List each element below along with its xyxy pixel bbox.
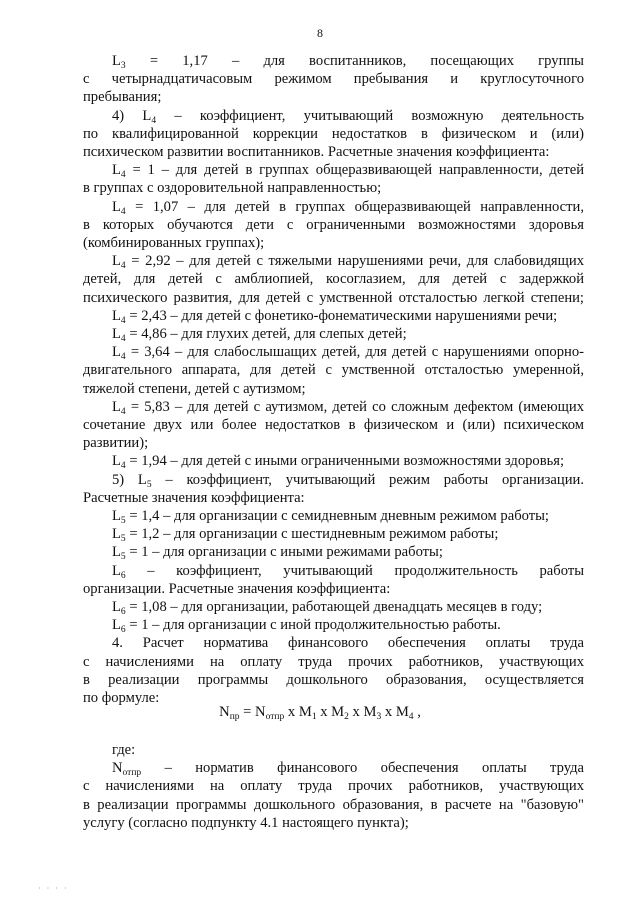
text-run: где: xyxy=(112,742,136,758)
subscript: 4 xyxy=(120,352,126,363)
text-line xyxy=(83,653,584,671)
text-line xyxy=(83,179,584,197)
text-line xyxy=(112,616,584,634)
text-run: x M xyxy=(381,704,409,720)
text-run: = 1 – для детей в группах общеразвивающей направленности, детей xyxy=(125,162,584,179)
text-run: L xyxy=(112,617,121,634)
text-run: 4) L xyxy=(112,107,152,124)
text-line xyxy=(83,234,584,252)
subscript: 4 xyxy=(120,406,126,417)
subscript: 4 xyxy=(120,315,126,326)
text-run: психическом развитии воспитанников. Расчетные значения коэффициента: xyxy=(83,144,550,160)
text-run: x M xyxy=(348,704,377,720)
text-run: = 3,64 – для слабослышащих детей, для детей с нарушениями опорно- xyxy=(125,344,584,361)
text-run: = 1,08 – для организации, работающей двенадцать месяцев в году; xyxy=(125,599,543,615)
text-run: в реализации программы дошкольного образования, в расчете на "базовую" xyxy=(83,796,584,813)
text-run: – норматив финансового обеспечения оплаты труда xyxy=(141,760,584,777)
text-run: L xyxy=(112,508,121,524)
text-run: = 2,43 – для детей с фонетико-фонематическими нарушениями речи; xyxy=(125,307,558,324)
text-line xyxy=(83,216,584,234)
text-line xyxy=(112,471,584,489)
subscript: 6 xyxy=(120,625,126,636)
text-run: = 1,2 – для организации с шестидневным режимом работы; xyxy=(125,526,499,543)
text-run: = 2,92 – для детей с тяжелыми нарушениями речи, для слабовидящих xyxy=(125,253,584,270)
subscript: 4 xyxy=(120,261,126,272)
text-run: = 1 – для организации с иными режимами работы; xyxy=(125,544,443,561)
explanation-line xyxy=(83,777,584,795)
formula-npr xyxy=(0,703,640,721)
text-run: тяжелой степени, детей с аутизмом; xyxy=(83,380,306,397)
subscript: отпр xyxy=(122,768,142,779)
text-line xyxy=(83,143,584,161)
scan-marks: · · · · xyxy=(38,884,69,893)
text-run: в группах с оздоровительной направленностью; xyxy=(83,180,382,197)
text-run: L xyxy=(112,326,121,342)
text-run: Расчетные значения коэффициента: xyxy=(83,489,305,506)
text-run: по формуле: xyxy=(83,690,160,706)
text-run: (комбинированных группах); xyxy=(83,235,265,251)
explanation-line xyxy=(83,796,584,814)
text-run: в которых обучаются дети с ограниченными возможностями здоровья xyxy=(83,216,584,233)
text-line xyxy=(83,580,584,598)
subscript: 4 xyxy=(120,334,126,344)
explanation-line xyxy=(112,759,584,777)
subscript: 5 xyxy=(146,479,152,490)
text-line xyxy=(112,634,584,652)
text-line xyxy=(83,88,584,106)
text-run: L xyxy=(112,526,121,543)
text-run: психического развития, для детей с умственной отсталостью легкой степени; xyxy=(83,289,584,306)
text-run: L xyxy=(112,453,121,470)
text-line xyxy=(112,307,584,325)
page-number: 8 xyxy=(317,26,323,40)
text-line xyxy=(112,452,584,470)
subscript: 3 xyxy=(376,712,382,722)
text-line xyxy=(83,70,584,88)
text-run: сочетание двух или более недостатков в физическом и (или) психическом xyxy=(83,417,584,433)
text-run: услугу (согласно подпункту 4.1 настоящего пункта); xyxy=(83,814,409,831)
subscript: 6 xyxy=(120,607,126,617)
text-run: = 1,94 – для детей с иными ограниченными возможностями здоровья; xyxy=(125,453,565,470)
subscript: 6 xyxy=(120,570,126,581)
text-run: = N xyxy=(239,704,266,720)
text-run: L xyxy=(112,544,121,561)
text-run: L xyxy=(112,53,121,69)
text-run: = 1,17 – для воспитанников, посещающих группы xyxy=(125,53,584,69)
text-line xyxy=(112,343,584,361)
text-line xyxy=(83,489,584,507)
text-run: двигательного аппарата, для детей с умственной отсталостью умеренной, xyxy=(83,362,584,379)
text-line xyxy=(112,52,584,70)
text-line xyxy=(83,434,584,452)
text-line xyxy=(112,543,584,561)
text-run: x M xyxy=(316,704,345,720)
subscript: отпр xyxy=(265,712,285,722)
subscript: 4 xyxy=(120,206,126,217)
text-run: 4. Расчет норматива финансового обеспечения оплаты труда xyxy=(112,635,584,652)
text-line xyxy=(83,416,584,434)
subscript: 5 xyxy=(120,552,126,563)
text-run: пребывания; xyxy=(83,89,162,106)
text-line xyxy=(112,198,584,216)
text-run: = 4,86 – для глухих детей, для слепых детей; xyxy=(125,326,407,342)
text-run: N xyxy=(112,760,123,777)
text-run: детей, для детей с амблиопией, косоглазием, для детей с задержкой xyxy=(83,271,584,288)
subscript: 3 xyxy=(120,61,126,71)
text-run: = 1,4 – для организации с семидневным дневным режимом работы; xyxy=(125,508,549,524)
subscript: 4 xyxy=(120,170,126,181)
text-line xyxy=(112,598,584,616)
explanation-line xyxy=(83,814,584,832)
text-run: , xyxy=(413,704,421,720)
text-run: L xyxy=(112,398,121,415)
text-run: с четырнадцатичасовым режимом пребывания и круглосуточного xyxy=(83,71,584,88)
text-run: в реализации программы дошкольного образования, осуществляется xyxy=(83,671,584,688)
text-line xyxy=(112,507,584,525)
text-run: с начислениями на оплату труда прочих работников, участвующих xyxy=(83,778,584,795)
subscript: 4 xyxy=(408,712,414,722)
subscript: 4 xyxy=(120,461,126,472)
text-run: – коэффициент, учитывающий продолжительность работы xyxy=(125,562,584,579)
subscript: 1 xyxy=(311,712,317,722)
text-line xyxy=(112,562,584,580)
subscript: 4 xyxy=(151,115,157,126)
text-run: = 1 – для организации с иной продолжительностью работы. xyxy=(125,617,501,634)
text-line xyxy=(112,325,584,343)
text-line xyxy=(83,361,584,379)
subscript: 5 xyxy=(120,534,126,545)
text-line xyxy=(83,270,584,288)
text-line xyxy=(112,161,584,179)
subscript: 2 xyxy=(344,712,349,722)
text-run: N xyxy=(219,704,230,720)
text-run: L xyxy=(112,344,121,361)
text-run: организации. Расчетные значения коэффициента: xyxy=(83,580,391,597)
text-run: с начислениями на оплату труда прочих работников, участвующих xyxy=(83,653,584,670)
text-line xyxy=(112,398,584,416)
text-run: L xyxy=(112,253,121,270)
text-run: L xyxy=(112,599,121,615)
text-line xyxy=(83,380,584,398)
text-run: L xyxy=(112,162,121,179)
text-run: = 1,07 – для детей в группах общеразвивающей направленности, xyxy=(125,198,584,215)
explanation-line xyxy=(112,741,584,759)
text-run: L xyxy=(112,198,121,215)
text-run: L xyxy=(112,307,121,324)
text-line xyxy=(112,525,584,543)
subscript: пр xyxy=(229,712,240,722)
text-run: по квалифицированной коррекции недостатков в физическом и (или) xyxy=(83,125,584,142)
text-run: x M xyxy=(284,704,312,720)
text-line xyxy=(112,252,584,270)
text-line xyxy=(83,125,584,143)
text-run: = 5,83 – для детей с аутизмом, детей со сложным дефектом (имеющих xyxy=(125,398,584,415)
text-line xyxy=(112,107,584,125)
text-line xyxy=(83,671,584,689)
text-run: – коэффициент, учитывающий возможную деятельность xyxy=(156,107,584,124)
text-run: 5) L xyxy=(112,471,147,488)
subscript: 5 xyxy=(120,516,126,526)
text-line xyxy=(83,289,584,307)
text-run: – коэффициент, учитывающий режим работы организации. xyxy=(151,471,584,488)
text-run: развитии); xyxy=(83,435,149,452)
text-run: L xyxy=(112,562,121,579)
